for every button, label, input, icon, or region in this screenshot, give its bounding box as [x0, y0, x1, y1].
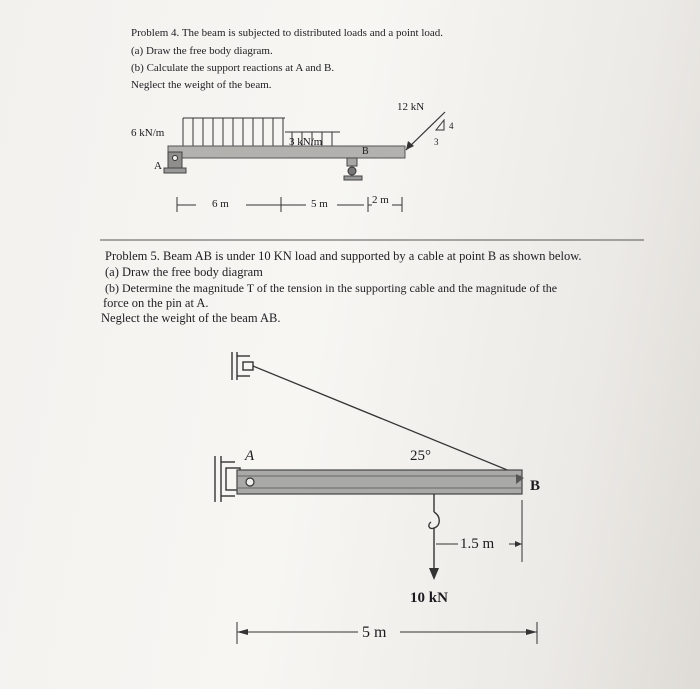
label-angle: 25° [410, 448, 431, 464]
label-support-a: A [154, 160, 162, 172]
dimension-5m [237, 622, 537, 644]
label-10kn: 10 kN [410, 590, 448, 606]
load-arrowhead [429, 568, 439, 580]
label-1-5m: 1.5 m [460, 536, 495, 552]
label-6kn-per-m: 6 kN/m [131, 127, 165, 139]
problem5-part-b-line2: force on the pin at A. [103, 296, 209, 310]
problem4-part-a: (a) Draw the free body diagram. [131, 45, 273, 57]
beam-ab [237, 470, 522, 494]
wall-bracket-upper [232, 352, 253, 380]
problem5-part-a: (a) Draw the free body diagram [105, 265, 263, 279]
label-support-b: B [362, 146, 369, 157]
label-5m-length: 5 m [362, 624, 387, 641]
problem4-part-b: (b) Calculate the support reactions at A and B. [131, 62, 335, 74]
label-6m: 6 m [212, 198, 229, 210]
label-point-b: B [530, 478, 541, 494]
cable [253, 366, 522, 476]
label-2m: 2 m [372, 194, 389, 206]
label-5m: 5 m [311, 198, 328, 210]
problem4-note: Neglect the weight of the beam. [131, 79, 272, 91]
problem5-title: Problem 5. Beam AB is under 10 KN load and supported by a cable at point B as shown below. [105, 249, 582, 263]
label-point-a: A [245, 448, 255, 464]
problem4-title: Problem 4. The beam is subjected to distributed loads and a point load. [131, 27, 444, 39]
label-slope-3: 3 [434, 137, 439, 147]
problem5-part-b-line1: (b) Determine the magnitude T of the tension in the supporting cable and the magnitude of the [105, 281, 558, 295]
wall-bracket-lower [215, 456, 240, 502]
hook-load [429, 494, 439, 572]
label-12kn: 12 kN [397, 101, 425, 113]
label-slope-4: 4 [449, 121, 454, 131]
pin-a [246, 478, 254, 486]
problem5-note: Neglect the weight of the beam AB. [101, 311, 281, 325]
label-3kn-per-m: 3 kN/m [289, 136, 323, 148]
